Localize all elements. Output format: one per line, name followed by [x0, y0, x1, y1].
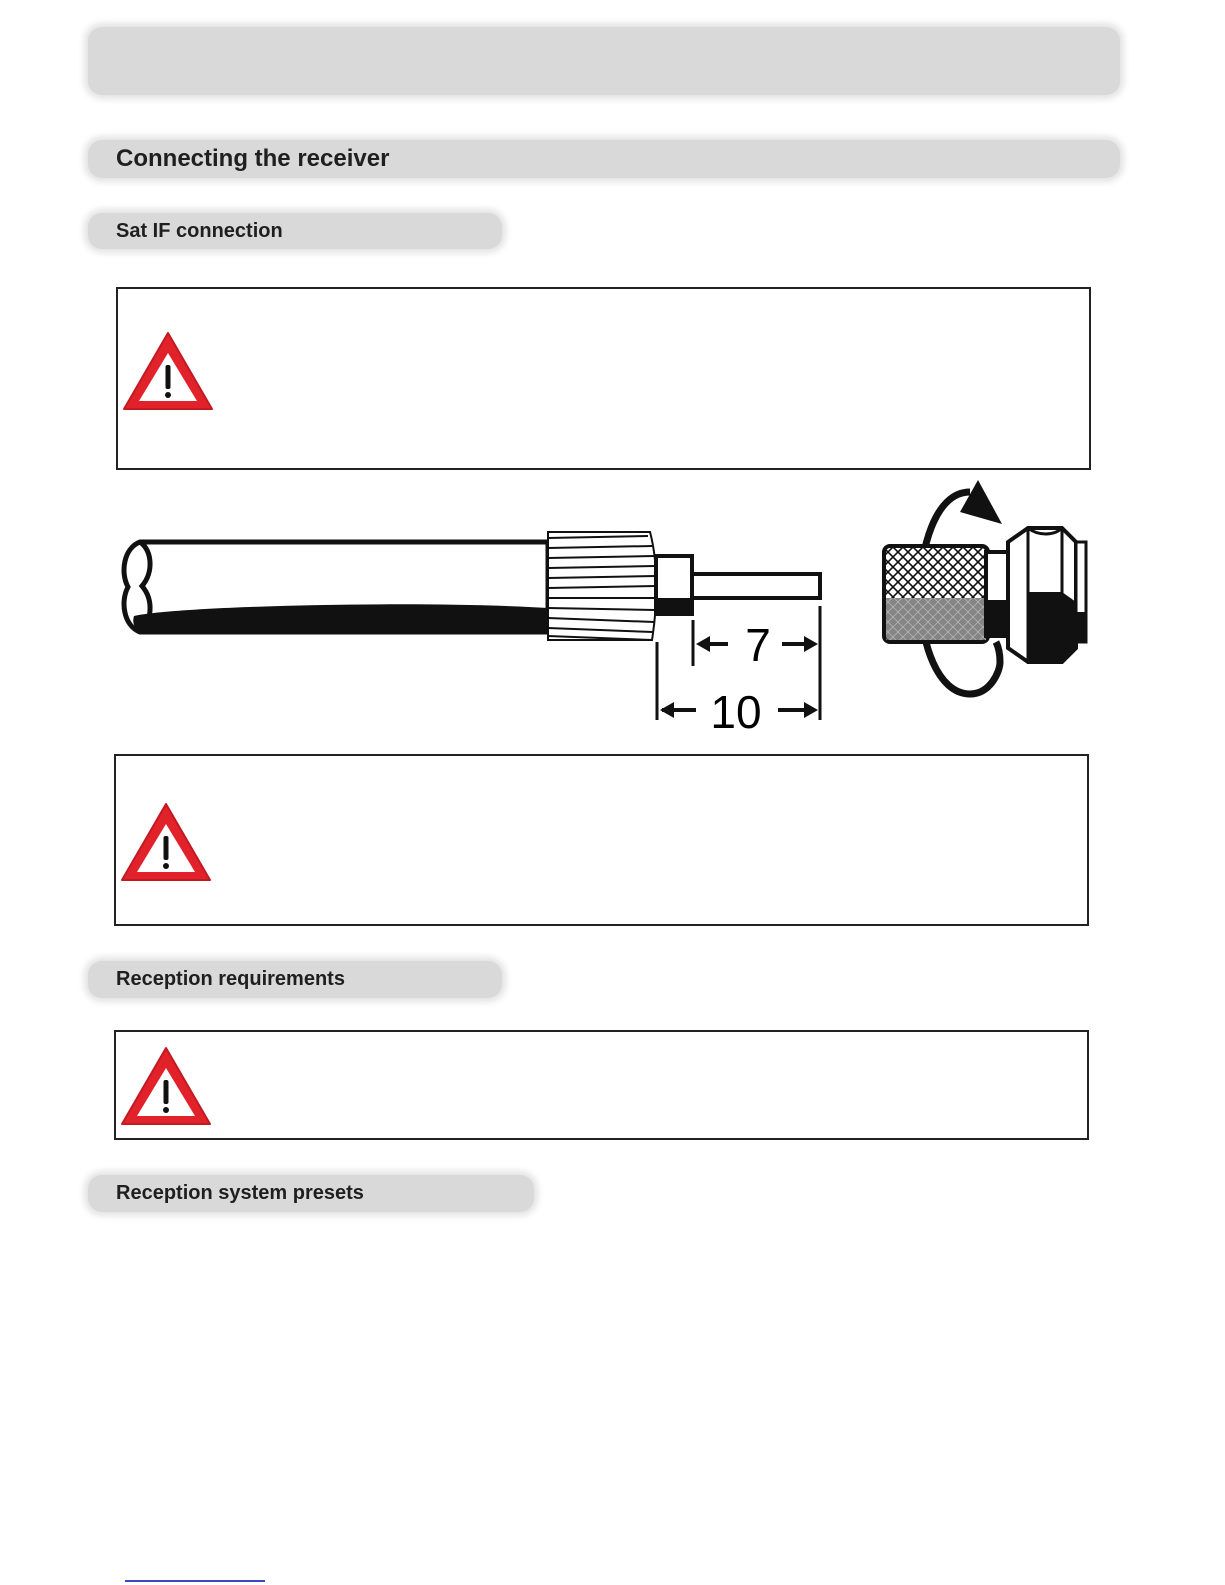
warning-triangle-icon	[118, 1044, 214, 1128]
warning-box-1	[116, 287, 1091, 470]
cable-jacket	[124, 542, 548, 632]
warning-triangle-icon	[120, 329, 216, 413]
subsection-title-sat-if: Sat IF connection	[116, 220, 283, 242]
section-title-bar	[88, 140, 1120, 178]
warning-box-2	[114, 754, 1089, 926]
subsection-bar-reception-requirements	[88, 961, 502, 998]
warning-box-3	[114, 1030, 1089, 1140]
warning-triangle-icon	[118, 800, 214, 884]
cable-inner-conductor	[692, 574, 820, 598]
connector-hex-nut	[1008, 528, 1086, 662]
cable-braid	[548, 532, 656, 640]
coax-cable-figure	[118, 522, 838, 732]
subsection-title-reception-presets: Reception system presets	[116, 1182, 364, 1204]
dimension-outer-label: 10	[710, 686, 762, 732]
section-title: Connecting the receiver	[116, 145, 390, 172]
dimension-inner-label: 7	[745, 619, 771, 671]
subsection-title-reception-requirements: Reception requirements	[116, 968, 345, 990]
subsection-bar-sat-if	[88, 213, 502, 249]
f-connector-figure	[878, 472, 1090, 702]
subsection-bar-reception-presets	[88, 1175, 534, 1212]
footer-link-underline	[125, 1580, 265, 1582]
page-header-bar	[88, 27, 1120, 95]
